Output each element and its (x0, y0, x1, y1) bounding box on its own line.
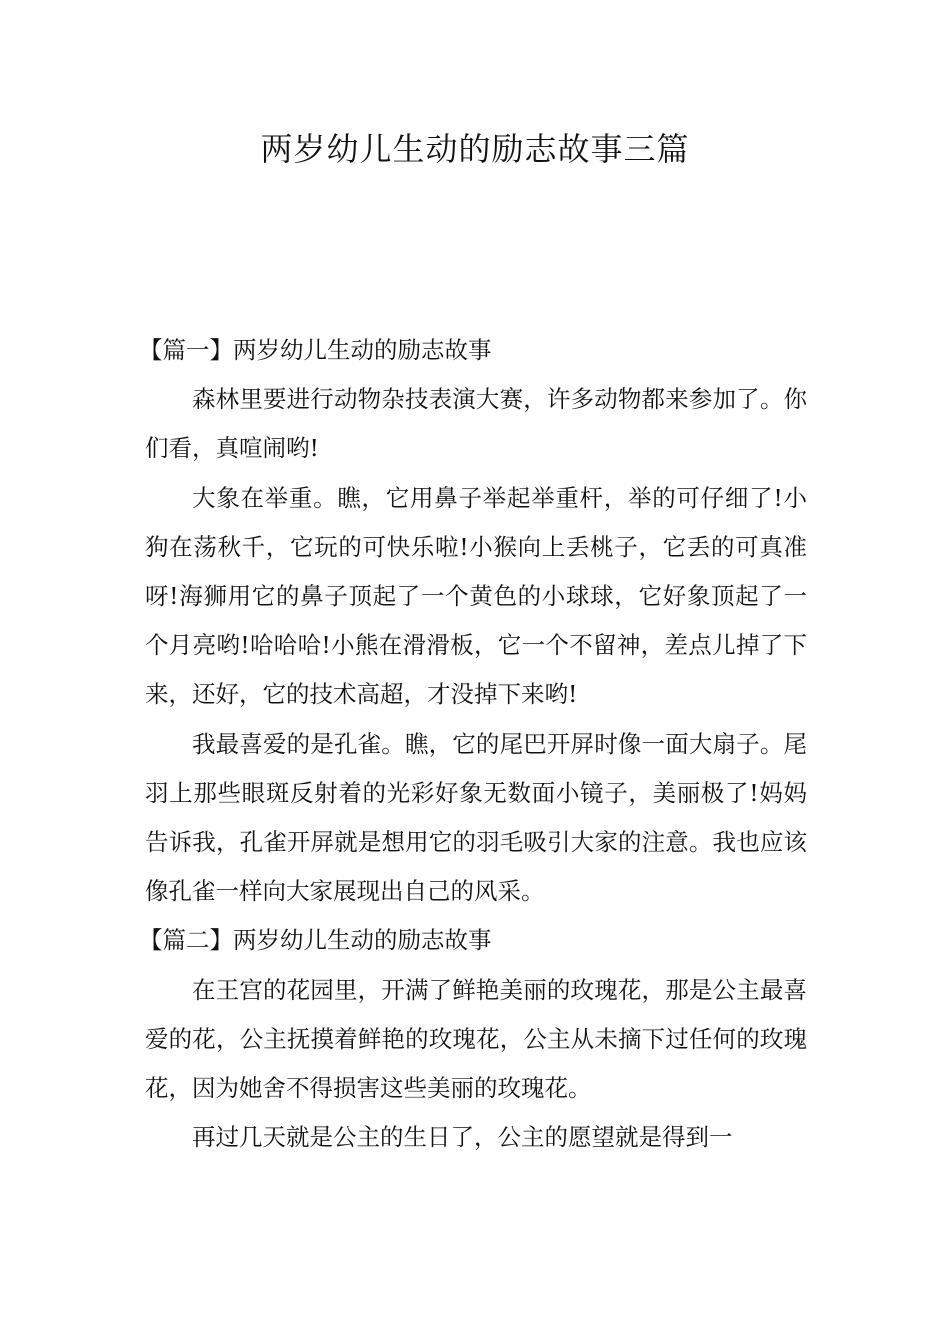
document-title: 两岁幼儿生动的励志故事三篇 (260, 130, 690, 168)
document-body (139, 326, 807, 1162)
paragraph: 在王宫的花园里，开满了鲜艳美丽的玫瑰花，那是公主最喜爱的花，公主抚摸着鲜艳的玫瑰花，公主从未摘下过任何的玫瑰花，因为她舍不得损害这些美丽的玫瑰花。 (145, 975, 807, 1103)
paragraph: 森林里要进行动物杂技表演大赛，许多动物都来参加了。你们看，真喧闹哟! (145, 385, 807, 463)
section-heading-2: 【篇二】两岁幼儿生动的励志故事 (139, 926, 492, 955)
section-heading-1: 【篇一】两岁幼儿生动的励志故事 (139, 336, 492, 364)
paragraph: 大象在举重。瞧，它用鼻子举起举重杆，举的可仔细了!小狗在荡秋千，它玩的可快乐啦!小猴向上丢桃子，它丢的可真准呀!海狮用它的鼻子顶起了一个黄色的小球球，它好象顶起了一个月亮哟!哈哈哈!小熊在滑滑板，它一个不留神，差点儿掉了下来，还好，它的技术高超，才没掉下来哟! (145, 483, 807, 709)
paragraph: 我最喜爱的是孔雀。瞧，它的尾巴开屏时像一面大扇子。尾羽上那些眼斑反射着的光彩好象无数面小镜子，美丽极了!妈妈告诉我，孔雀开屏就是想用它的羽毛吸引大家的注意。我也应该像孔雀一样向大家展现出自己的风采。 (145, 729, 807, 906)
paragraph: 再过几天就是公主的生日了，公主的愿望就是得到一 (192, 1123, 733, 1152)
